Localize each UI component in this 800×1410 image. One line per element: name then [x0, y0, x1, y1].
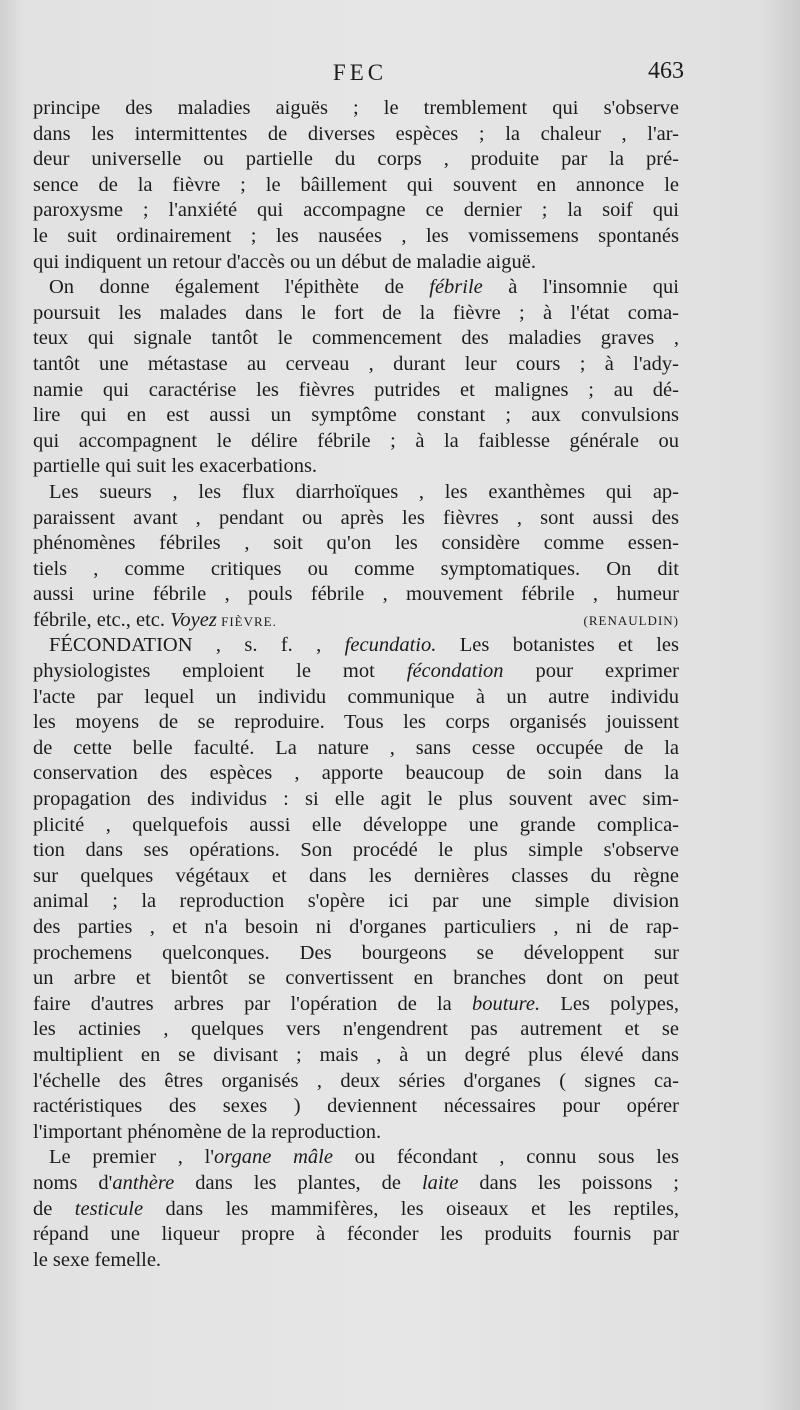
text-line [33, 1094, 679, 1120]
text-line [33, 608, 679, 634]
text-segment: qui accompagnent le délire fébrile ; à la faiblesse générale ou [33, 429, 679, 452]
text-segment: paraissent avant , pendant ou après les fièvres , sont aussi des [33, 506, 679, 529]
text-segment: deur universelle ou partielle du corps , produite par la pré- [33, 148, 679, 171]
page-number: 463 [648, 58, 684, 84]
italic-term: fecundatio. [344, 634, 437, 657]
text-segment: noms d' [33, 1171, 113, 1194]
text-segment: paroxysme ; l'anxiété qui accompagne ce dernier ; la soif qui [33, 199, 679, 222]
text-line [33, 1248, 679, 1274]
text-segment: dans les poissons ; [458, 1171, 679, 1194]
text-segment: On donne également l'épithète de [49, 276, 430, 299]
text-segment: pour exprimer [503, 660, 679, 683]
text-segment: qui indiquent un retour d'accès ou un début de maladie aiguë. [33, 250, 536, 273]
italic-term: testicule [74, 1197, 144, 1220]
text-line [33, 659, 679, 685]
text-segment: faire d'autres arbres par l'opération de la [33, 992, 472, 1015]
text-segment: poursuit les malades dans le fort de la fièvre ; à l'état coma- [33, 301, 679, 324]
text-segment: Les botanistes et les [436, 634, 679, 657]
text-segment: ractéristiques des sexes ) deviennent nécessaires pour opérer [33, 1095, 679, 1118]
text-line [33, 1043, 679, 1069]
author-signature: (RENAULDIN) [583, 612, 679, 628]
text-segment: dans les mammifères, les oiseaux et les reptiles, [143, 1197, 679, 1220]
text-segment: de cette belle faculté. La nature , sans cesse occupée de la [33, 736, 679, 759]
text-line [33, 889, 679, 915]
text-line [33, 1017, 679, 1043]
text-segment: de [33, 1197, 75, 1220]
text-line [33, 864, 679, 890]
running-head: FEC [332, 60, 388, 85]
text-line [33, 915, 679, 941]
text-line [33, 1171, 679, 1197]
text-segment: un arbre et bientôt se convertissent en branches dont on peut [33, 967, 679, 990]
text-line [33, 941, 679, 967]
text-line [33, 557, 679, 583]
text-line [33, 1222, 679, 1248]
text-line [33, 736, 679, 762]
text-segment: physiologistes emploient le mot [33, 660, 407, 683]
text-segment: sur quelques végétaux et dans les dernières classes du règne [33, 864, 679, 887]
text-segment: partielle qui suit les exacerbations. [33, 455, 318, 478]
text-segment: sence de la fièvre ; le bâillement qui souvent en annonce le [33, 173, 679, 196]
text-segment: principe des maladies aiguës ; le tremblement qui s'observe [33, 97, 679, 119]
text-segment: conservation des espèces , apporte beaucoup de soin dans la [33, 762, 679, 785]
text-segment: dans les intermittentes de diverses espèces ; la chaleur , l'ar- [33, 122, 679, 145]
text-segment: tiels , comme critiques ou comme symptomatiques. On dit [33, 557, 679, 580]
text-segment: à l'insomnie qui [482, 276, 679, 299]
text-line [33, 1145, 679, 1171]
text-line [33, 250, 679, 276]
text-line [33, 352, 679, 378]
text-line [33, 813, 679, 839]
text-segment: animal ; la reproduction s'opère ici par une simple division [33, 890, 679, 913]
text-line [33, 992, 679, 1018]
text-segment: teux qui signale tantôt le commencement des maladies graves , [33, 327, 679, 350]
text-segment: Les polypes, [540, 992, 680, 1015]
text-line [33, 96, 679, 122]
text-line [33, 301, 679, 327]
text-segment: tantôt une métastase au cerveau , durant leur cours ; à l'ady- [33, 352, 679, 375]
text-segment: prochemens quelconques. Des bourgeons se développent sur [33, 941, 679, 964]
italic-term: bouture. [471, 992, 541, 1015]
page-header [30, 58, 690, 92]
italic-term: Voyez [170, 608, 217, 631]
text-segment: l'acte par lequel un individu communique à un autre individu [33, 685, 679, 708]
italic-term: anthère [112, 1171, 175, 1194]
text-line [33, 838, 679, 864]
text-line [33, 966, 679, 992]
text-segment: namie qui caractérise les fièvres putrides et malignes ; au dé- [33, 378, 679, 401]
italic-term: fébrile [429, 276, 483, 299]
text-segment: Le premier , l' [49, 1146, 215, 1169]
text-line [33, 531, 679, 557]
text-line [33, 1197, 679, 1223]
italic-term: organe mâle [214, 1146, 333, 1169]
text-line [33, 224, 679, 250]
text-segment: l'important phénomène de la reproduction. [33, 1120, 382, 1143]
text-line [33, 378, 679, 404]
text-segment: fébrile, etc., etc. [33, 608, 171, 631]
text-segment: les actinies , quelques vers n'engendrent pas autrement et se [33, 1018, 679, 1041]
text-line [33, 506, 679, 532]
text-segment: l'échelle des êtres organisés , deux séries d'organes ( signes ca- [33, 1069, 679, 1092]
text-segment: tion dans ses opérations. Son procédé le plus simple s'observe [33, 839, 679, 862]
text-segment: plicité , quelquefois aussi elle développe une grande complica- [33, 813, 679, 836]
text-line [33, 122, 679, 148]
text-line [33, 582, 679, 608]
text-line [33, 454, 679, 480]
text-line [33, 761, 679, 787]
text-segment: phénomènes fébriles , soit qu'on les considère comme essen- [33, 532, 679, 555]
text-segment: FIÈVRE. [216, 613, 277, 629]
text-line [33, 1120, 679, 1146]
text-segment: multiplient en se divisant ; mais , à un degré plus élevé dans [33, 1043, 679, 1066]
text-line [33, 275, 679, 301]
text-segment: aussi urine fébrile , pouls fébrile , mouvement fébrile , humeur [33, 583, 679, 606]
text-segment: propagation des individus : si elle agit le plus souvent avec sim- [33, 788, 679, 811]
text-segment: lire qui en est aussi un symptôme constant ; aux convulsions [33, 404, 679, 427]
body-text [33, 96, 679, 1273]
text-segment: FÉCONDATION , s. f. , [49, 634, 345, 657]
text-line [33, 326, 679, 352]
text-line [33, 147, 679, 173]
text-segment: des parties , et n'a besoin ni d'organes particuliers , ni de rap- [33, 916, 679, 938]
text-line [33, 685, 679, 711]
text-line [33, 633, 679, 659]
text-segment: le suit ordinairement ; les nausées , les vomissemens spontanés [33, 224, 679, 247]
italic-term: fécondation [406, 660, 504, 683]
text-segment: ou fécondant , connu sous les [332, 1146, 679, 1169]
text-line [33, 198, 679, 224]
text-segment: Les sueurs , les flux diarrhoïques , les exanthèmes qui ap- [49, 480, 679, 503]
text-line [33, 787, 679, 813]
text-segment: le sexe femelle. [33, 1248, 162, 1271]
text-line [33, 480, 679, 506]
text-line [33, 1069, 679, 1095]
italic-term: laite [421, 1171, 459, 1194]
text-line [33, 173, 679, 199]
text-segment: répand une liqueur propre à féconder les produits fournis par [33, 1223, 679, 1246]
text-line [33, 429, 679, 455]
text-segment: dans les plantes, de [174, 1171, 422, 1194]
text-segment: les moyens de se reproduire. Tous les corps organisés jouissent [33, 711, 679, 734]
text-line [33, 403, 679, 429]
text-line [33, 710, 679, 736]
